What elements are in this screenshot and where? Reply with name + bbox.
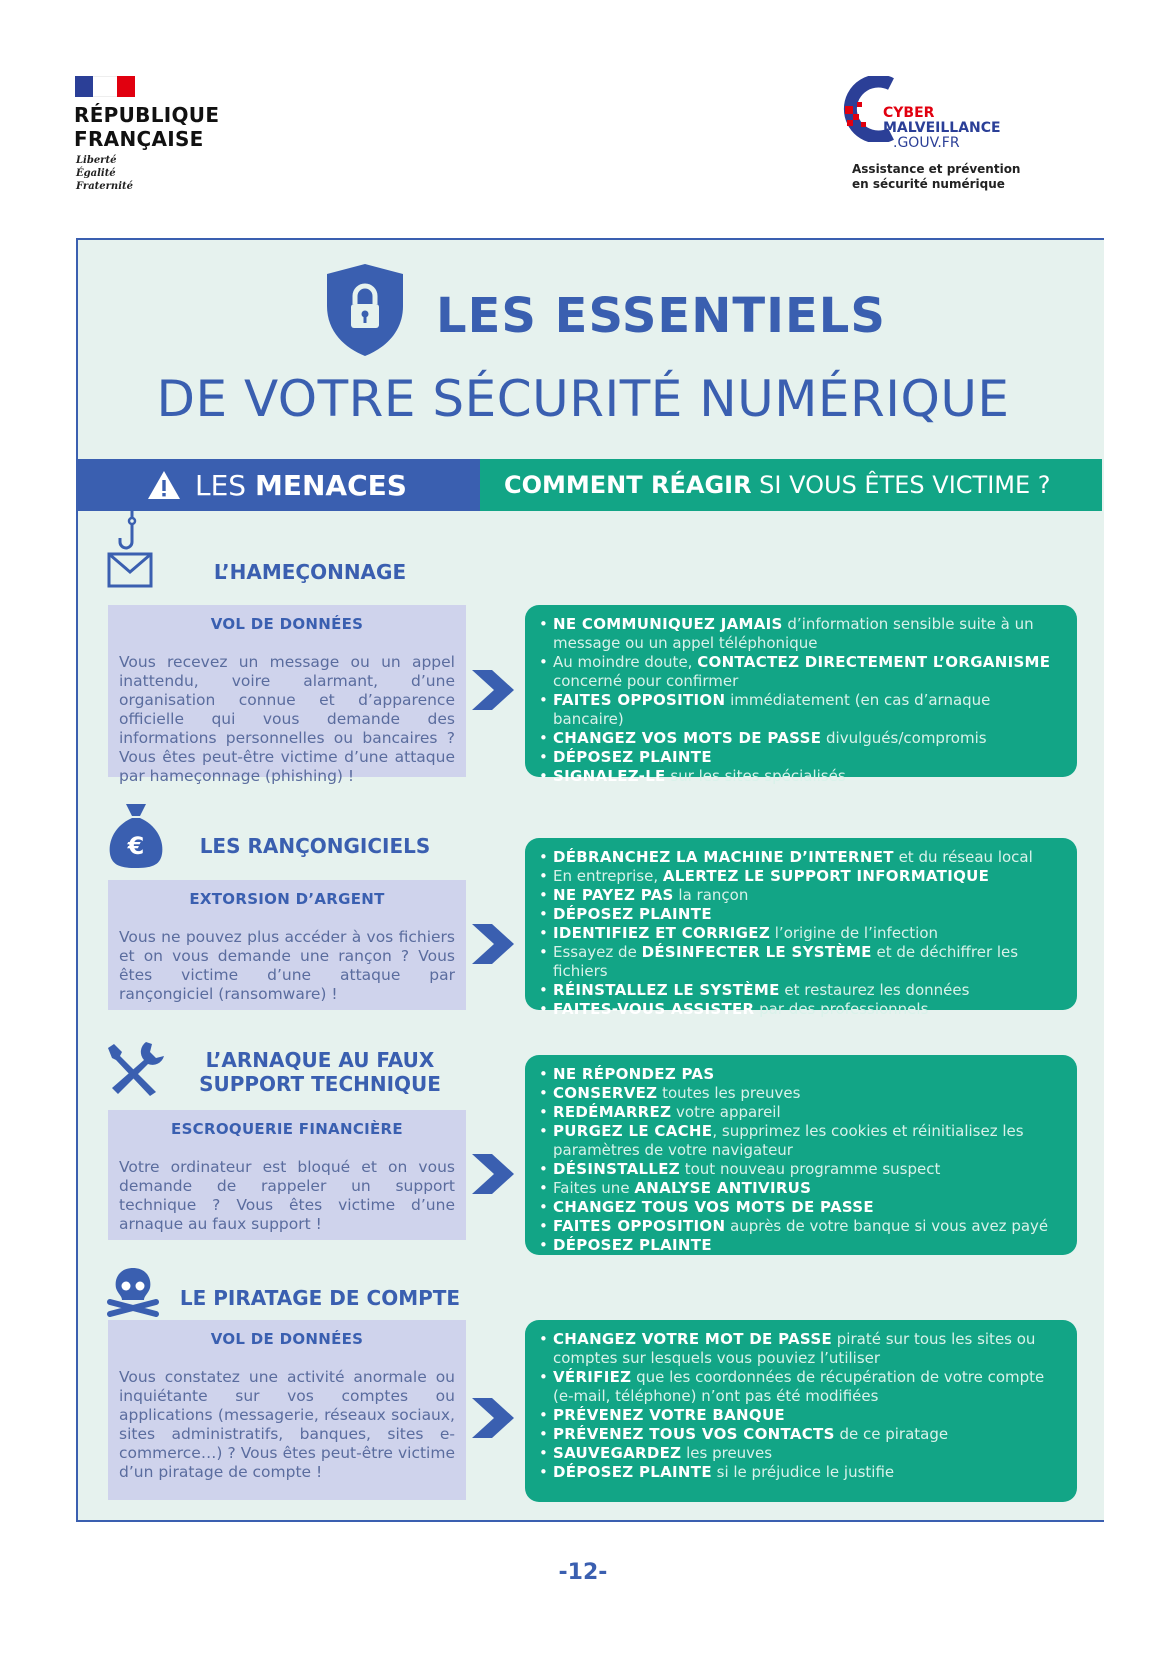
threats-header-bar bbox=[76, 459, 480, 511]
reactions-header-label: SI VOUS ÊTES VICTIME ? bbox=[751, 471, 1051, 499]
section-title-ransomware: LES RANÇONGICIELS bbox=[199, 834, 431, 858]
action-text: toutes les preuves bbox=[657, 1084, 801, 1102]
action-keyword: NE RÉPONDEZ PAS bbox=[553, 1065, 715, 1083]
action-keyword: DÉPOSEZ PLAINTE bbox=[553, 1463, 712, 1481]
threats-header-label: LES bbox=[195, 468, 255, 502]
action-keyword: DÉPOSEZ PLAINTE bbox=[553, 748, 712, 766]
shield-lock-icon bbox=[323, 262, 407, 358]
threat-description: Vous ne pouvez plus accéder à vos fichiers et on vous demande une rançon ? Vous êtes victime d’une attaque par rançongiciel (ransomware) ! bbox=[119, 928, 455, 1003]
republic-motto: Liberté Égalité Fraternité bbox=[76, 155, 133, 192]
cybermalveillance-tagline: Assistance et prévention en sécurité numérique bbox=[852, 162, 1021, 191]
action-keyword: DÉPOSEZ PLAINTE bbox=[553, 1236, 712, 1254]
chevron-right-icon bbox=[470, 1396, 516, 1440]
action-text: auprès de votre banque si vous avez payé bbox=[725, 1217, 1049, 1235]
action-item bbox=[537, 1179, 1063, 1198]
action-keyword: IDENTIFIEZ ET CORRIGEZ bbox=[553, 924, 770, 942]
action-keyword: CONTACTEZ DIRECTEMENT L’ORGANISME bbox=[697, 653, 1051, 671]
action-text: l’origine de l’infection bbox=[770, 924, 939, 942]
threat-card-tech-support-scam bbox=[108, 1110, 466, 1240]
marianne-flag-logo bbox=[75, 76, 135, 97]
reactions-header-bar bbox=[480, 459, 1102, 511]
action-list bbox=[537, 615, 1063, 786]
action-item bbox=[537, 981, 1063, 1000]
action-item bbox=[537, 748, 1063, 767]
action-item bbox=[537, 1444, 1063, 1463]
action-keyword: SIGNALEZ-LE bbox=[553, 767, 666, 785]
action-text: par des professionnels bbox=[754, 1000, 929, 1018]
action-text: la rançon bbox=[673, 886, 749, 904]
republique-francaise-name: RÉPUBLIQUE FRANÇAISE bbox=[74, 103, 220, 151]
threat-description: Vous recevez un message ou un appel inattendu, voire alarmant, d’une organisation connue et d’apparence officielle qui vous demande des informations personnelles ou bancaires ? Vous êtes peut-être victime d’une attaque par hameçonnage (phishing) ! bbox=[119, 653, 455, 785]
action-prefix: Au moindre doute, bbox=[553, 653, 698, 671]
tools-icon bbox=[106, 1038, 166, 1098]
action-list bbox=[537, 1330, 1063, 1482]
chevron-right-icon bbox=[470, 1152, 516, 1196]
action-item bbox=[537, 1000, 1063, 1019]
action-text: tout nouveau programme suspect bbox=[679, 1160, 941, 1178]
section-title-account-hacking: LE PIRATAGE DE COMPTE bbox=[179, 1286, 461, 1310]
money-bag-icon bbox=[106, 800, 166, 870]
chevron-right-icon bbox=[470, 922, 516, 966]
action-item bbox=[537, 905, 1063, 924]
action-list bbox=[537, 1065, 1063, 1255]
action-text: et restaurez les données bbox=[779, 981, 970, 999]
action-keyword: DÉSINFECTER LE SYSTÈME bbox=[641, 943, 872, 961]
action-keyword: SAUVEGARDEZ bbox=[553, 1444, 682, 1462]
action-text: concerné pour confirmer bbox=[553, 672, 739, 690]
action-text: piraté sur tous les sites ou comptes sur lesquels vous pouviez l’utiliser bbox=[553, 1330, 1036, 1367]
action-keyword: ALERTEZ LE SUPPORT INFORMATIQUE bbox=[662, 867, 990, 885]
page-title: LES ESSENTIELS bbox=[436, 288, 886, 344]
action-item bbox=[537, 1198, 1063, 1217]
action-text: si le préjudice le justifie bbox=[711, 1463, 895, 1481]
action-item bbox=[537, 1330, 1063, 1368]
action-list bbox=[537, 848, 1063, 1019]
action-keyword: NE PAYEZ PAS bbox=[553, 886, 674, 904]
svg-text:€: € bbox=[127, 832, 145, 860]
action-text: d’information sensible suite à un message ou un appel téléphonique bbox=[553, 615, 1034, 652]
action-keyword: ANALYSE ANTIVIRUS bbox=[634, 1179, 812, 1197]
page-number: -12- bbox=[558, 1560, 608, 1585]
action-item bbox=[537, 886, 1063, 905]
action-keyword: CONSERVEZ bbox=[553, 1084, 658, 1102]
reaction-card-account-hacking bbox=[525, 1320, 1077, 1502]
action-item bbox=[537, 1065, 1063, 1084]
section-title-phishing: L’HAMEÇONNAGE bbox=[213, 560, 407, 584]
action-keyword: NE COMMUNIQUEZ JAMAIS bbox=[553, 615, 783, 633]
action-text: que les coordonnées de récupération de votre compte (e-mail, téléphone) n’ont pas été modifiées bbox=[553, 1368, 1045, 1405]
action-text: divulgués/compromis bbox=[821, 729, 987, 747]
action-keyword: DÉPOSEZ PLAINTE bbox=[553, 905, 712, 923]
action-keyword: CHANGEZ VOTRE MOT DE PASSE bbox=[553, 1330, 832, 1348]
threats-header-bold: MENACES bbox=[254, 468, 407, 502]
section-title-tech-support-scam: L’ARNAQUE AU FAUX SUPPORT TECHNIQUE bbox=[199, 1048, 441, 1096]
reaction-card-tech-support-scam bbox=[525, 1055, 1077, 1255]
action-item bbox=[537, 1463, 1063, 1482]
action-prefix: Faites une bbox=[553, 1179, 635, 1197]
action-item bbox=[537, 767, 1063, 786]
action-text: , supprimez les cookies et réinitialisez les paramètres de votre navigateur bbox=[553, 1122, 1024, 1159]
action-item bbox=[537, 1122, 1063, 1160]
chevron-right-icon bbox=[470, 668, 516, 712]
action-item bbox=[537, 615, 1063, 653]
action-keyword: FAITES OPPOSITION bbox=[553, 1217, 726, 1235]
threat-category: ESCROQUERIE FINANCIÈRE bbox=[171, 1120, 403, 1138]
warning-icon bbox=[147, 470, 181, 500]
reactions-header-bold: COMMENT RÉAGIR bbox=[504, 471, 752, 499]
action-item bbox=[537, 1103, 1063, 1122]
action-keyword: CHANGEZ VOS MOTS DE PASSE bbox=[553, 729, 822, 747]
action-item bbox=[537, 867, 1063, 886]
threat-card-ransomware bbox=[108, 880, 466, 1010]
reaction-card-phishing bbox=[525, 605, 1077, 785]
action-item bbox=[537, 924, 1063, 943]
action-prefix: En entreprise, bbox=[553, 867, 663, 885]
action-text: votre appareil bbox=[671, 1103, 781, 1121]
action-keyword: FAITES OPPOSITION bbox=[553, 691, 726, 709]
action-text: les preuves bbox=[681, 1444, 773, 1462]
action-item bbox=[537, 848, 1063, 867]
action-item bbox=[537, 943, 1063, 981]
action-item bbox=[537, 1084, 1063, 1103]
action-keyword: DÉSINSTALLEZ bbox=[553, 1160, 680, 1178]
threat-description: Vous constatez une activité anormale ou inquiétante sur vos comptes ou applications (messagerie, réseaux sociaux, sites administratifs, banques, sites e-commerce…) ? Vous êtes peut-être victime d’un piratage de compte ! bbox=[119, 1368, 455, 1481]
action-prefix: Essayez de bbox=[553, 943, 642, 961]
action-item bbox=[537, 1160, 1063, 1179]
action-item bbox=[537, 1236, 1063, 1255]
action-keyword: VÉRIFIEZ bbox=[553, 1368, 632, 1386]
threat-category: VOL DE DONNÉES bbox=[210, 615, 364, 633]
action-text: immédiatement (en cas d’arnaque bancaire) bbox=[553, 691, 991, 728]
action-text: sur les sites spécialisés bbox=[665, 767, 846, 785]
action-keyword: CHANGEZ TOUS VOS MOTS DE PASSE bbox=[553, 1198, 874, 1216]
action-item bbox=[537, 1425, 1063, 1444]
action-keyword: PRÉVENEZ TOUS VOS CONTACTS bbox=[553, 1425, 835, 1443]
page-subtitle: DE VOTRE SÉCURITÉ NUMÉRIQUE bbox=[156, 370, 1010, 428]
cybermalveillance-wordmark: CYBER MALVEILLANCE .GOUV.FR bbox=[883, 105, 1001, 151]
action-keyword: FAITES-VOUS ASSISTER bbox=[553, 1000, 755, 1018]
skull-crossbones-icon bbox=[106, 1266, 160, 1318]
action-text: et du réseau local bbox=[893, 848, 1033, 866]
threat-card-phishing bbox=[108, 605, 466, 785]
action-text: de ce piratage bbox=[834, 1425, 949, 1443]
action-item bbox=[537, 1406, 1063, 1425]
reaction-card-ransomware bbox=[525, 838, 1077, 1018]
action-text: et de déchiffrer les fichiers bbox=[553, 943, 1019, 980]
action-item bbox=[537, 1217, 1063, 1236]
threat-card-account-hacking bbox=[108, 1320, 466, 1500]
action-keyword: RÉINSTALLEZ LE SYSTÈME bbox=[553, 981, 780, 999]
action-keyword: REDÉMARREZ bbox=[553, 1103, 672, 1121]
threat-category: EXTORSION D’ARGENT bbox=[189, 890, 385, 908]
action-item bbox=[537, 729, 1063, 748]
threat-category: VOL DE DONNÉES bbox=[210, 1330, 364, 1348]
action-item bbox=[537, 653, 1063, 691]
action-item bbox=[537, 691, 1063, 729]
action-keyword: DÉBRANCHEZ LA MACHINE D’INTERNET bbox=[553, 848, 894, 866]
action-keyword: PURGEZ LE CACHE bbox=[553, 1122, 713, 1140]
phishing-hook-envelope-icon bbox=[106, 508, 154, 592]
threat-description: Votre ordinateur est bloqué et on vous demande de rappeler un support technique ? Vous êtes victime d’une arnaque au faux support ! bbox=[119, 1158, 455, 1233]
action-keyword: PRÉVENEZ VOTRE BANQUE bbox=[553, 1406, 785, 1424]
action-item bbox=[537, 1368, 1063, 1406]
